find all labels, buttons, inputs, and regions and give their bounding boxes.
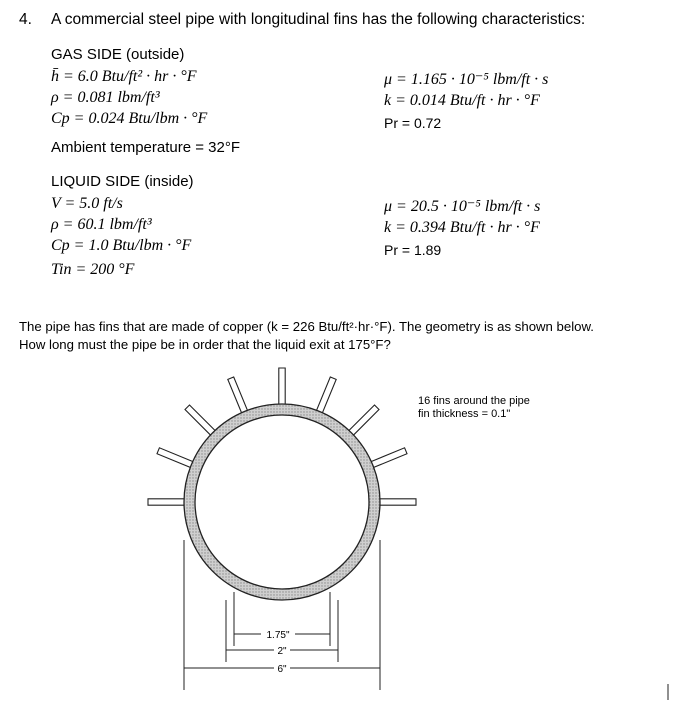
fin: [316, 377, 336, 414]
question-title: A commercial steel pipe with longitudinal fins has the following characteristics:: [51, 11, 586, 28]
liquid-k: k = 0.394 Btu/ft · hr · °F: [384, 219, 540, 236]
gas-cp: Cp = 0.024 Btu/lbm · °F: [51, 110, 208, 127]
dim-outer-diameter: 2": [277, 646, 287, 657]
question-number: 4.: [19, 11, 32, 28]
figure-note-thickness: fin thickness = 0.1": [418, 408, 511, 420]
gas-h: h̄ = 6.0 Btu/ft² · hr · °F: [51, 68, 197, 85]
liquid-pr: Pr = 1.89: [384, 242, 442, 258]
gas-rho: ρ = 0.081 lbm/ft³: [51, 89, 160, 106]
fin: [148, 499, 185, 505]
fin: [370, 448, 407, 468]
liquid-side-heading: LIQUID SIDE (inside): [51, 173, 194, 190]
gas-mu: μ = 1.165 · 10⁻⁵ lbm/ft · s: [384, 71, 549, 88]
liquid-tin: Tin = 200 °F: [51, 261, 135, 278]
problem-line-2: How long must the pipe be in order that the liquid exit at 175°F?: [19, 337, 391, 352]
gas-ambient: Ambient temperature = 32°F: [51, 139, 241, 156]
fin: [379, 499, 416, 505]
gas-pr: Pr = 0.72: [384, 115, 442, 131]
problem-line-1: The pipe has fins that are made of copper (k = 226 Btu/ft²·hr·°F). The geometry is as shown below.: [19, 319, 594, 334]
fin: [157, 448, 194, 468]
liquid-mu: μ = 20.5 · 10⁻⁵ lbm/ft · s: [384, 198, 541, 215]
fin: [279, 368, 285, 405]
liquid-v: V = 5.0 ft/s: [51, 195, 123, 212]
gas-side-heading: GAS SIDE (outside): [51, 46, 185, 63]
fin: [185, 405, 216, 436]
fin: [228, 377, 248, 414]
fin: [348, 405, 379, 436]
dim-fin-span: 6": [277, 664, 287, 675]
figure-note-fins: 16 fins around the pipe: [418, 395, 530, 407]
gas-k: k = 0.014 Btu/ft · hr · °F: [384, 92, 540, 109]
liquid-cp: Cp = 1.0 Btu/lbm · °F: [51, 237, 192, 254]
pipe-inner-wall: [195, 415, 369, 589]
liquid-rho: ρ = 60.1 lbm/ft³: [51, 216, 152, 233]
dim-inner-diameter: 1.75": [266, 630, 290, 641]
